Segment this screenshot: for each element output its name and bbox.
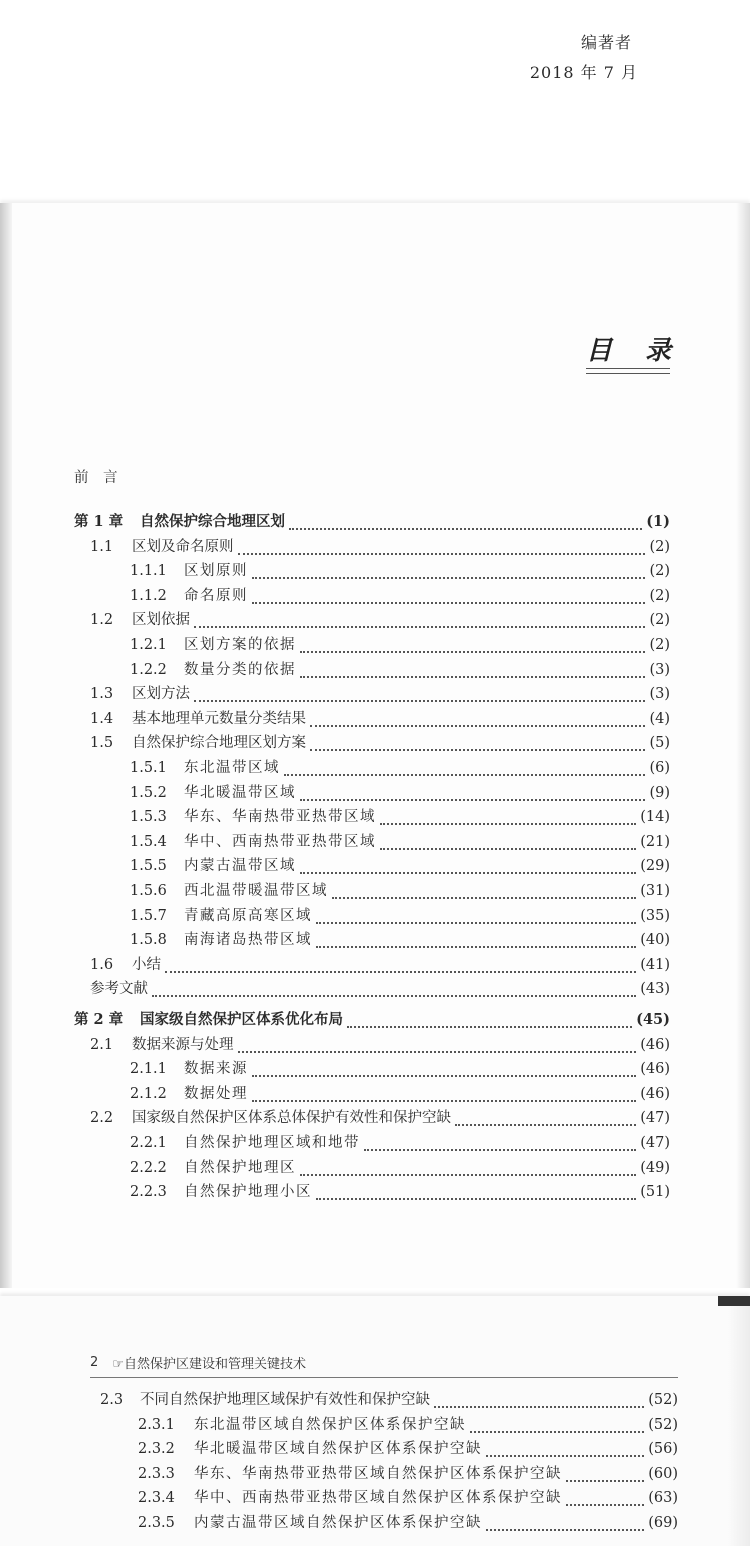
toc-entry-page: (46) (640, 1061, 670, 1077)
toc-entry-title: 东北温带区域 (184, 760, 280, 776)
toc-entry-row (130, 586, 670, 606)
toc-entry-number: 1.2.1 (130, 637, 167, 653)
toc-entry-page: (40) (640, 932, 670, 948)
toc-entry-number: 2.1.1 (130, 1061, 167, 1077)
toc-entry-title: 数据处理 (184, 1086, 248, 1102)
toc-entry-title: 数据来源 (184, 1061, 248, 1077)
toc-entry-title: 数据来源与处理 (132, 1037, 234, 1053)
toc-entry-title: 参考文献 (90, 981, 148, 997)
toc-entry-number: 2.3.5 (138, 1515, 175, 1531)
toc-entry-page: (2) (649, 612, 670, 628)
toc-entry-number: 2.3.1 (138, 1417, 175, 1433)
toc-leader-dots (152, 981, 636, 997)
toc-entry-number: 第 1 章 (74, 513, 124, 530)
toc-entry-page: (52) (648, 1417, 678, 1433)
toc-leader-dots (316, 908, 636, 924)
toc-entry-number: 1.5.3 (130, 809, 167, 825)
preface-page-fragment (0, 0, 750, 200)
toc-entry-number: 2.2 (90, 1110, 114, 1126)
running-head (90, 1353, 306, 1372)
toc-entry-number: 1.5.6 (130, 883, 167, 899)
toc-entry-row (90, 1108, 670, 1128)
toc-entry-row (130, 856, 670, 876)
toc-entry-number: 2.3 (100, 1392, 124, 1408)
toc-entry-page: (63) (648, 1490, 678, 1506)
toc-leader-dots (316, 1184, 636, 1200)
toc-leader-dots (194, 612, 645, 628)
page-corner-shadow (718, 1296, 750, 1306)
toc-leader-dots (486, 1441, 644, 1457)
toc-entry-number: 1.5.8 (130, 932, 167, 948)
toc-entry-row (90, 537, 670, 557)
toc-entry-title: 西北温带暖温带区域 (184, 883, 328, 899)
toc-entry-page: (41) (640, 957, 670, 973)
toc-entry-page: (2) (649, 588, 670, 604)
toc-entry-number: 1.3 (90, 686, 114, 702)
toc-entry-row (130, 807, 670, 827)
toc-entry-title: 数量分类的依据 (184, 662, 296, 678)
toc-entry-title: 南海诸岛热带区域 (184, 932, 312, 948)
toc-entry-title: 华东、华南热带亚热带区域 (184, 809, 376, 825)
toc-entry-row (138, 1488, 678, 1508)
toc-leader-dots (332, 883, 636, 899)
toc-entry-page: (69) (648, 1515, 678, 1531)
toc-entry-row (130, 635, 670, 655)
toc-entry-row (138, 1415, 678, 1435)
toc-entry-row (138, 1439, 678, 1459)
toc-leader-dots (300, 1160, 636, 1176)
toc-entry-title: 小结 (132, 957, 161, 973)
toc-entry-number: 2.1 (90, 1037, 114, 1053)
toc-entry-number: 2.3.2 (138, 1441, 175, 1457)
toc-entry-page: (47) (640, 1110, 670, 1126)
toc-entry-title: 命名原则 (184, 588, 248, 604)
toc-entry-number: 1.1.2 (130, 588, 167, 604)
toc-leader-dots (566, 1466, 644, 1482)
toc-entry-row (130, 561, 670, 581)
toc-entry-number: 2.2.2 (130, 1160, 167, 1176)
toc-entry-number: 2.2.3 (130, 1184, 167, 1200)
page-number: 2 (90, 1355, 99, 1370)
toc-entry-title: 华北暖温带区域 (184, 785, 296, 801)
toc-entry-number: 1.1 (90, 539, 114, 555)
toc-entry-page: (29) (640, 858, 670, 874)
toc-entry-page: (6) (649, 760, 670, 776)
toc-entry-row (130, 930, 670, 950)
toc-leader-dots (238, 539, 646, 555)
toc-leader-dots (364, 1135, 636, 1151)
toc-entry-page: (4) (649, 711, 670, 727)
toc-entry-page: (60) (648, 1466, 678, 1482)
toc-entry-number: 1.5.1 (130, 760, 167, 776)
toc-leader-dots (284, 760, 645, 776)
toc-leader-dots (470, 1417, 644, 1433)
toc-entry-number: 1.6 (90, 957, 114, 973)
toc-entry-row (130, 660, 670, 680)
toc-entry-title: 区划原则 (184, 563, 248, 579)
toc-leader-dots (300, 662, 645, 678)
toc-entry-title: 自然保护地理区 (184, 1160, 296, 1176)
toc-entry-title: 东北温带区域自然保护区体系保护空缺 (194, 1417, 466, 1433)
toc-entry-number: 2.3.4 (138, 1490, 175, 1506)
toc-leader-dots (380, 809, 636, 825)
toc-entry-page: (43) (640, 981, 670, 997)
toc-entry-page: (2) (649, 563, 670, 579)
toc-entry-row (130, 1182, 670, 1202)
toc-entry-row (130, 1158, 670, 1178)
toc-entry-row (130, 1133, 670, 1153)
toc-entry-row (90, 709, 670, 729)
toc-entry-page: (31) (640, 883, 670, 899)
pointing-hand-icon: ☞ (112, 1357, 124, 1372)
toc-entry-title: 华中、西南热带亚热带区域 (184, 834, 376, 850)
toc-entry-title: 区划依据 (132, 612, 190, 628)
toc-leader-dots (194, 686, 645, 702)
toc-leader-dots (486, 1515, 644, 1531)
toc-entry-page: (47) (640, 1135, 670, 1151)
toc-entry-page: (9) (649, 785, 670, 801)
toc-entry-page: (35) (640, 908, 670, 924)
toc-entry-number: 1.5.4 (130, 834, 167, 850)
toc-heading: 目 录 (586, 336, 684, 366)
toc-entry-row (90, 955, 670, 975)
toc-chapter-row (74, 512, 670, 532)
toc-entry-title: 区划及命名原则 (132, 539, 234, 555)
toc-entry-page: (56) (648, 1441, 678, 1457)
toc-leader-dots (316, 932, 636, 948)
toc-heading-rule (586, 368, 670, 374)
toc-entry-row (138, 1464, 678, 1484)
toc-entry-number: 1.2.2 (130, 662, 167, 678)
toc-entry-row (130, 881, 670, 901)
toc-entry-title: 国家级自然保护区体系优化布局 (140, 1011, 343, 1028)
toc-leader-dots (252, 1061, 636, 1077)
toc-entry-number: 2.2.1 (130, 1135, 167, 1151)
toc-entry-page: (5) (649, 735, 670, 751)
toc-entry-number: 1.4 (90, 711, 114, 727)
toc-entry-number: 第 2 章 (74, 1011, 124, 1028)
toc-entry-number: 1.1.1 (130, 563, 167, 579)
toc-entry-title: 自然保护综合地理区划 (140, 513, 285, 530)
toc-entry-row (130, 783, 670, 803)
toc-entry-page: (49) (640, 1160, 670, 1176)
toc-entry-page: (3) (649, 686, 670, 702)
toc-entry-page: (45) (636, 1011, 670, 1028)
toc-entry-title: 基本地理单元数量分类结果 (132, 711, 306, 727)
toc-entry-page: (52) (648, 1392, 678, 1408)
toc-entry-title: 国家级自然保护区体系总体保护有效性和保护空缺 (132, 1110, 451, 1126)
running-head-rule (90, 1377, 678, 1378)
toc-leader-dots (434, 1392, 644, 1408)
toc-entry-title: 内蒙古温带区域自然保护区体系保护空缺 (194, 1515, 482, 1531)
toc-chapter-row (74, 1010, 670, 1030)
toc-leader-dots (566, 1490, 644, 1506)
toc-leader-dots (252, 588, 645, 604)
toc-entry-title: 自然保护地理区域和地带 (184, 1135, 360, 1151)
toc-entry-number: 1.5.7 (130, 908, 167, 924)
toc-leader-dots (300, 858, 636, 874)
toc-entry-row (130, 758, 670, 778)
signature-date: 2018 年 7 月 (529, 63, 638, 82)
toc-entry-row (100, 1390, 678, 1410)
toc-entry-number: 1.5.2 (130, 785, 167, 801)
toc-entry-row (130, 1084, 670, 1104)
toc-leader-dots (165, 957, 636, 973)
toc-entry-page: (1) (646, 513, 670, 530)
toc-entry-row (90, 684, 670, 704)
toc-entry-title: 华东、华南热带亚热带区域自然保护区体系保护空缺 (194, 1466, 562, 1482)
toc-entry-page: (51) (640, 1184, 670, 1200)
toc-leader-dots (252, 563, 645, 579)
toc-entry-number: 2.3.3 (138, 1466, 175, 1482)
toc-leader-dots (252, 1086, 636, 1102)
toc-entry-row (90, 979, 670, 999)
toc-entry-page: (2) (649, 539, 670, 555)
toc-leader-dots (289, 514, 642, 530)
toc-entry-number: 2.1.2 (130, 1086, 167, 1102)
toc-entry-page: (2) (649, 637, 670, 653)
toc-entry-title: 自然保护地理小区 (184, 1184, 312, 1200)
toc-entry-page: (21) (640, 834, 670, 850)
book-title-text: 自然保护区建设和管理关键技术 (123, 1357, 306, 1372)
toc-entry-row (130, 832, 670, 852)
toc-entry-title: 区划方法 (132, 686, 190, 702)
toc-entry-row (90, 610, 670, 630)
toc-entry-page: (46) (640, 1086, 670, 1102)
toc-entry-page: (3) (649, 662, 670, 678)
toc-entry-row (90, 1035, 670, 1055)
toc-leader-dots (238, 1037, 637, 1053)
toc-entry-row (90, 733, 670, 753)
toc-entry-title: 青藏高原高寒区域 (184, 908, 312, 924)
author-signature: 编著者 (580, 33, 632, 52)
toc-entry-title: 自然保护综合地理区划方案 (132, 735, 306, 751)
toc-entry-title: 不同自然保护地理区域保护有效性和保护空缺 (140, 1392, 430, 1408)
toc-preface-entry: 前 言 (74, 470, 118, 486)
toc-leader-dots (455, 1110, 636, 1126)
toc-entry-title: 华中、西南热带亚热带区域自然保护区体系保护空缺 (194, 1490, 562, 1506)
toc-leader-dots (347, 1012, 632, 1028)
toc-leader-dots (310, 711, 645, 727)
toc-entry-number: 1.5.5 (130, 858, 167, 874)
toc-entry-row (130, 1059, 670, 1079)
toc-leader-dots (300, 637, 645, 653)
toc-leader-dots (300, 785, 645, 801)
toc-entry-title: 华北暖温带区域自然保护区体系保护空缺 (194, 1441, 482, 1457)
toc-entry-page: (46) (640, 1037, 670, 1053)
toc-entry-number: 1.5 (90, 735, 114, 751)
toc-entry-row (130, 906, 670, 926)
toc-leader-dots (310, 735, 645, 751)
toc-entry-title: 内蒙古温带区域 (184, 858, 296, 874)
toc-entry-page: (14) (640, 809, 670, 825)
toc-leader-dots (380, 834, 636, 850)
toc-entry-number: 1.2 (90, 612, 114, 628)
toc-entry-title: 区划方案的依据 (184, 637, 296, 653)
book-title (112, 1353, 306, 1372)
toc-entry-row (138, 1513, 678, 1533)
